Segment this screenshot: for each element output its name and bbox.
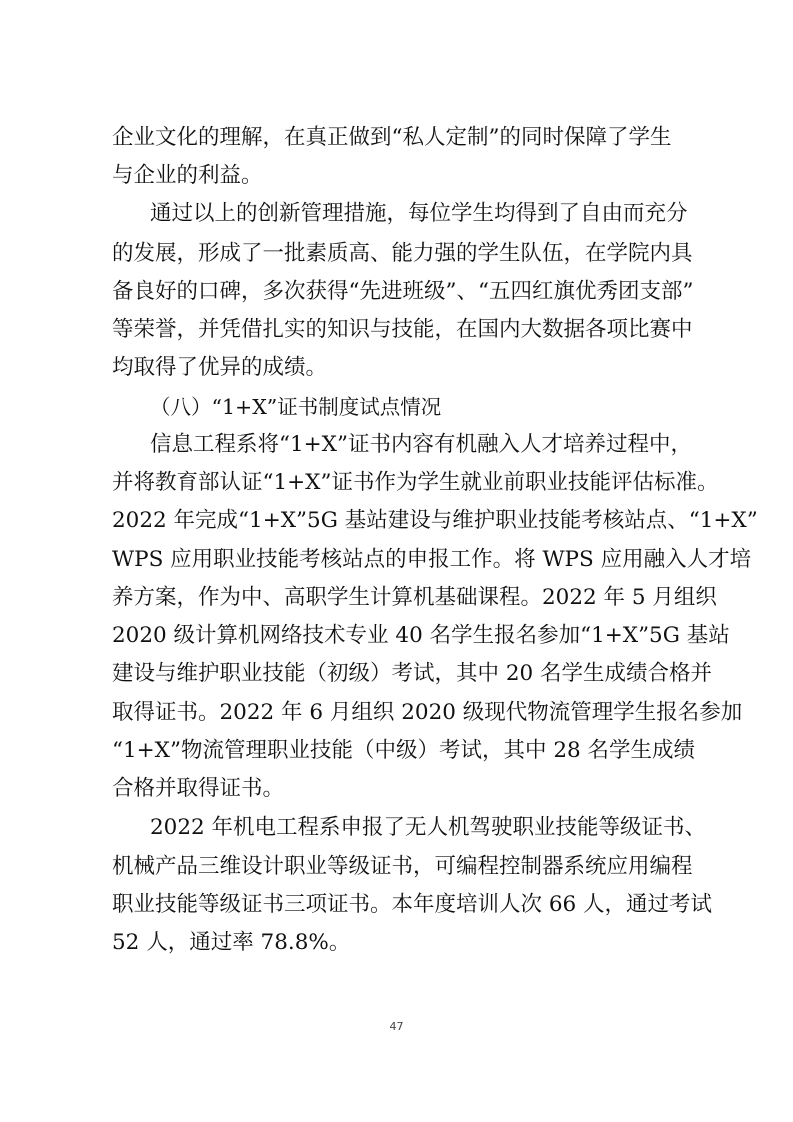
paragraph-line: 信息工程系将“1+X”证书内容有机融入人才培养过程中， [150, 432, 692, 457]
paragraph-line: 备良好的口碑，多次获得“先进班级”、“五四红旗优秀团支部” [112, 279, 694, 304]
paragraph-line: 通过以上的创新管理措施，每位学生均得到了自由而充分 [150, 201, 688, 226]
paragraph-line: 2022 年机电工程系申报了无人机驾驶职业技能等级证书、 [150, 815, 707, 840]
paragraph-line: 2020 级计算机网络技术专业 40 名学生报名参加“1+X”5G 基站 [112, 623, 730, 648]
paragraph-line: 52 人，通过率 78.8%。 [112, 930, 351, 955]
paragraph-line: 养方案，作为中、高职学生计算机基础课程。2022 年 5 月组织 [112, 585, 717, 610]
paragraph-line: “1+X”物流管理职业技能（中级）考试，其中 28 名学生成绩 [112, 738, 696, 763]
paragraph-line: 职业技能等级证书三项证书。本年度培训人次 66 人，通过考试 [112, 892, 713, 917]
paragraph-line: 的发展，形成了一批素质高、能力强的学生队伍，在学院内具 [112, 241, 693, 266]
paragraph-line: 等荣誉，并凭借扎实的知识与技能，在国内大数据各项比赛中 [112, 317, 693, 342]
paragraph-line: 取得证书。2022 年 6 月组织 2020 级现代物流管理学生报名参加 [112, 700, 743, 725]
paragraph-line: 并将教育部认证“1+X”证书作为学生就业前职业技能评估标准。 [112, 470, 719, 495]
paragraph-line: 与企业的利益。 [112, 163, 263, 188]
section-heading: （八）“1+X”证书制度试点情况 [150, 395, 442, 419]
paragraph-line: 合格并取得证书。 [112, 776, 285, 801]
paragraph-line: 机械产品三维设计职业等级证书，可编程控制器系统应用编程 [112, 854, 693, 879]
page-number: 47 [389, 1020, 404, 1033]
paragraph-line: WPS 应用职业技能考核站点的申报工作。将 WPS 应用融入人才培 [112, 547, 752, 572]
paragraph-line: 建设与维护职业技能（初级）考试，其中 20 名学生成绩合格并 [112, 661, 713, 686]
paragraph-line: 2022 年完成“1+X”5G 基站建设与维护职业技能考核站点、“1+X” [112, 508, 758, 533]
paragraph-line: 企业文化的理解，在真正做到“私人定制”的同时保障了学生 [112, 125, 672, 150]
paragraph-line: 均取得了优异的成绩。 [112, 355, 328, 380]
